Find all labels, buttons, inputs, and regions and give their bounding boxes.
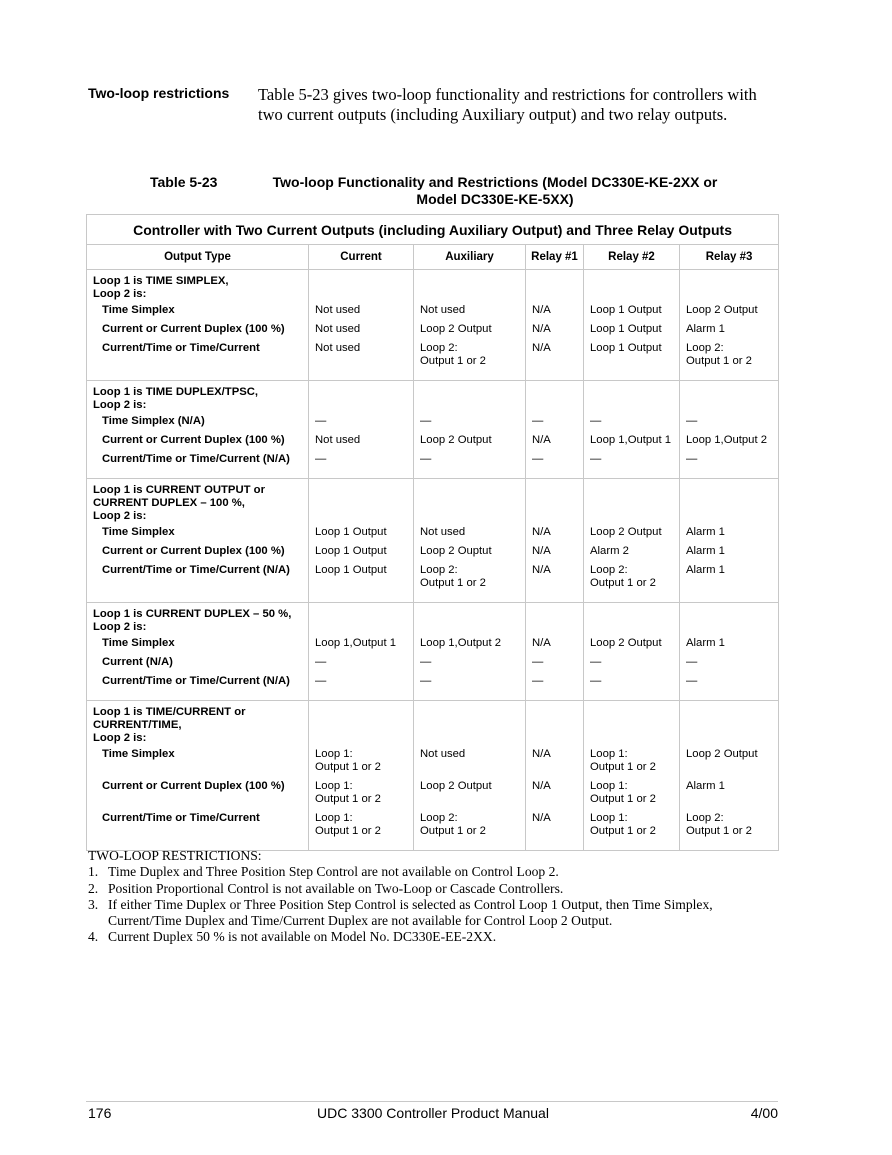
group-title-line: Loop 2 is: [93,399,147,411]
value-cell [309,479,414,603]
value-cell [414,270,526,381]
cell-value-line: Loop 1: [590,780,628,792]
page-number: 176 [88,1105,112,1121]
cell-value-line: Output 1 or 2 [420,825,486,837]
manual-title: UDC 3300 Controller Product Manual [317,1105,549,1121]
value-cell [309,701,414,851]
cell-value-line: N/A [532,434,551,446]
restrictions-heading: TWO-LOOP RESTRICTIONS: [88,848,262,863]
intro-paragraph: Table 5-23 gives two-loop functionality and restrictions for controllers with two current outputs (including Auxiliary output) and two relay outputs. [258,85,757,124]
cell-value-line: Output 1 or 2 [686,355,752,367]
cell-value-line: N/A [532,564,551,576]
cell-value [590,323,673,342]
cell-value [315,637,407,656]
cell-value [315,748,407,780]
cell-value [590,342,673,374]
sub-output-type-line: Current or Current Duplex (100 %) [102,323,285,335]
cell-value-line: — [420,675,432,687]
cell-value-line: N/A [532,526,551,538]
cell-value-line: N/A [532,304,551,316]
cell-value [315,526,407,545]
cell-value [532,526,577,545]
cell-value-line: Loop 1 Output [315,545,387,557]
cell-value-line: Not used [315,323,361,335]
cell-value-line: — [590,453,602,465]
cell-value-line: Output 1 or 2 [590,825,656,837]
group-title-line: Loop 1 is TIME/CURRENT or [93,706,246,718]
cell-value-line: — [590,656,602,668]
footer-date: 4/00 [750,1105,778,1121]
cell-value-line: Loop 1,Output 1 [315,637,397,649]
group-title-line: Loop 2 is: [93,288,147,300]
cell-value [590,564,673,596]
table-row [87,701,779,851]
sub-output-type-line: Time Simplex [102,748,175,760]
cell-value-line: Loop 2: [686,342,724,354]
cell-value-line: Alarm 1 [686,545,725,557]
cell-value [686,304,772,323]
value-cell [680,701,779,851]
cell-value [686,780,772,812]
cell-value [590,304,673,323]
restrictions-list [88,848,778,946]
cell-value-line: N/A [532,323,551,335]
cell-value-line: Loop 1: [315,748,353,760]
cell-value-line: Loop 1: [590,748,628,760]
output-type-cell [87,270,309,381]
cell-value [315,415,407,434]
cell-value-line: Alarm 1 [686,323,725,335]
cell-value [420,675,519,694]
cell-value [590,434,673,453]
cell-value [590,780,673,812]
cell-value [315,780,407,812]
cell-value-line: Alarm 2 [590,545,629,557]
cell-value [420,342,519,374]
value-cell [414,603,526,701]
sub-output-type-line: Current/Time or Time/Current (N/A) [102,564,290,576]
value-cell [680,479,779,603]
sub-output-type-line: Current/Time or Time/Current [102,812,260,824]
value-cell [584,479,680,603]
value-cell [680,270,779,381]
column-header: Current [309,245,414,270]
cell-value [315,342,407,374]
value-cell [584,381,680,479]
column-header: Relay #2 [584,245,680,270]
cell-value [686,564,772,596]
value-cell [414,479,526,603]
cell-value-line: — [590,415,602,427]
cell-value [420,637,519,656]
cell-value-line: — [315,675,327,687]
sub-output-type-line [102,825,302,838]
cell-value-line: N/A [532,545,551,557]
value-cell [584,270,680,381]
cell-value [315,545,407,564]
value-cell [526,270,584,381]
cell-value-line: Loop 1 Output [590,304,662,316]
cell-value-line: Loop 1 Output [315,564,387,576]
cell-value-line: N/A [532,780,551,792]
value-cell [584,701,680,851]
cell-value [590,656,673,675]
cell-value-line: Alarm 1 [686,526,725,538]
restriction-item [88,897,778,930]
cell-value-line: Loop 1: [590,812,628,824]
table-row [87,381,779,479]
cell-value-line: Loop 2: [420,812,458,824]
cell-value-line: Output 1 or 2 [315,825,381,837]
cell-value [420,564,519,596]
cell-value-line: Output 1 or 2 [420,355,486,367]
restriction-number: 1. [88,864,99,880]
cell-value-line: — [420,415,432,427]
restriction-text: Position Proportional Control is not available on Two-Loop or Cascade Controllers. [108,880,564,896]
sub-output-type [93,304,302,323]
cell-value-line: N/A [532,637,551,649]
cell-value [532,304,577,323]
sub-output-type [93,545,302,564]
group-title [93,484,302,523]
cell-value-line: Output 1 or 2 [590,793,656,805]
sub-output-type-line: Current or Current Duplex (100 %) [102,545,285,557]
sub-output-type-line: Time Simplex [102,304,175,316]
cell-value-line: Output 1 or 2 [420,577,486,589]
cell-value-line: — [420,453,432,465]
sub-output-type-line [102,793,302,806]
cell-value [420,453,519,472]
cell-value-line: Not used [315,342,361,354]
restriction-item [88,929,778,945]
cell-value [532,453,577,472]
cell-value-line: Loop 2 Output [686,304,758,316]
group-title [93,706,302,745]
cell-value [686,453,772,472]
cell-value-line: Loop 2 Ouptut [420,545,492,557]
cell-value [532,323,577,342]
cell-value [532,812,577,844]
sub-output-type [93,656,302,675]
sub-output-type-line [102,761,302,774]
cell-value [686,656,772,675]
cell-value [315,434,407,453]
sub-output-type-line: Current/Time or Time/Current (N/A) [102,675,290,687]
restriction-text: Current Duplex 50 % is not available on Model No. DC330E-EE-2XX. [108,929,497,945]
sub-output-type-line: Current/Time or Time/Current [102,342,260,354]
cell-value-line: — [420,656,432,668]
cell-value-line: — [532,675,544,687]
cell-value-line: Loop 1 Output [590,323,662,335]
value-cell [680,381,779,479]
cell-value-line: Not used [420,304,466,316]
restriction-item [88,864,778,880]
sub-output-type [93,342,302,374]
cell-value [686,434,772,453]
cell-value-line: — [686,675,698,687]
cell-value-line: Loop 1: [315,812,353,824]
cell-value-line: Loop 1,Output 1 [590,434,672,446]
cell-value-line: Loop 2 Output [420,434,492,446]
cell-value-line: Loop 2 Output [590,637,662,649]
group-title-line: Loop 2 is: [93,732,147,744]
cell-value [686,675,772,694]
restriction-item [88,881,778,897]
cell-value-line: Loop 2 Output [420,323,492,335]
cell-value [420,304,519,323]
cell-value-line: N/A [532,748,551,760]
restriction-text: If either Time Duplex or Three Position Step Control is selected as Control Loop 1 Output, then Time Simplex, Current/Time Duplex and Time/Current Duplex are not available for Control Loop 2 Output. [108,896,713,929]
cell-value-line: — [532,415,544,427]
group-title-line: Loop 1 is TIME SIMPLEX, [93,275,229,287]
cell-value-line: Loop 2 Output [420,780,492,792]
group-title [93,608,302,634]
sub-output-type-line: Time Simplex [102,637,175,649]
functionality-table [86,214,779,851]
cell-value [590,675,673,694]
sub-output-type [93,780,302,812]
cell-value [686,637,772,656]
cell-value-line: Loop 2 Output [686,748,758,760]
column-header: Relay #3 [680,245,779,270]
sub-output-type-line: Current or Current Duplex (100 %) [102,780,285,792]
sub-output-type-line: Current or Current Duplex (100 %) [102,434,285,446]
cell-value [686,323,772,342]
cell-value-line: — [590,675,602,687]
value-cell [414,701,526,851]
cell-value [315,656,407,675]
cell-value [532,656,577,675]
cell-value [686,545,772,564]
sub-output-type-line: Current/Time or Time/Current (N/A) [102,453,290,465]
cell-value [532,675,577,694]
cell-value-line: Alarm 1 [686,564,725,576]
cell-value [532,780,577,812]
value-cell [680,603,779,701]
cell-value [420,748,519,780]
cell-value-line: — [686,656,698,668]
cell-value-line: — [315,656,327,668]
cell-value [420,656,519,675]
cell-value-line: Output 1 or 2 [315,793,381,805]
cell-value [686,526,772,545]
restriction-number: 2. [88,880,99,896]
table-banner: Controller with Two Current Outputs (including Auxiliary Output) and Three Relay Outputs [87,215,779,245]
output-type-cell [87,381,309,479]
sub-output-type [93,675,302,694]
cell-value-line: Not used [420,748,466,760]
cell-value-line: — [686,415,698,427]
sub-output-type [93,564,302,596]
cell-value [590,415,673,434]
cell-value-line: Output 1 or 2 [590,577,656,589]
cell-value-line: Output 1 or 2 [315,761,381,773]
cell-value-line: Output 1 or 2 [590,761,656,773]
restriction-number: 4. [88,929,99,945]
cell-value-line: Loop 1 Output [315,526,387,538]
value-cell [414,381,526,479]
group-title-line: Loop 1 is CURRENT DUPLEX – 50 %, [93,608,292,620]
cell-value [686,748,772,780]
sub-output-type-line: Time Simplex (N/A) [102,415,205,427]
cell-value-line: Loop 2: [590,564,628,576]
cell-value [315,812,407,844]
cell-value [532,342,577,374]
cell-value [420,323,519,342]
value-cell [584,603,680,701]
sub-output-type-line: Current (N/A) [102,656,173,668]
cell-value [532,748,577,780]
cell-value-line: Loop 2 Output [590,526,662,538]
cell-value-line: — [686,453,698,465]
cell-value-line: Loop 1,Output 2 [420,637,502,649]
cell-value-line: Loop 2: [420,342,458,354]
sub-output-type [93,434,302,453]
cell-value-line: — [532,453,544,465]
cell-value [315,323,407,342]
cell-value [686,342,772,374]
cell-value [420,434,519,453]
cell-value [420,526,519,545]
cell-value [532,564,577,596]
cell-value-line: Not used [420,526,466,538]
cell-value [532,637,577,656]
cell-value-line: N/A [532,342,551,354]
cell-value [590,637,673,656]
value-cell [309,381,414,479]
cell-value [590,526,673,545]
value-cell [526,381,584,479]
restriction-text: Time Duplex and Three Position Step Control are not available on Control Loop 2. [108,864,559,880]
sub-output-type-line: Time Simplex [102,526,175,538]
sub-output-type [93,637,302,656]
table-number: Table 5-23 [150,174,218,190]
table-row [87,270,779,381]
output-type-cell [87,603,309,701]
cell-value [532,415,577,434]
cell-value-line: — [532,656,544,668]
cell-value [420,812,519,844]
cell-value-line: Output 1 or 2 [686,825,752,837]
cell-value-line: N/A [532,812,551,824]
sub-output-type [93,812,302,844]
cell-value [686,812,772,844]
cell-value [315,453,407,472]
value-cell [526,479,584,603]
cell-value [590,545,673,564]
cell-value-line: Loop 1,Output 2 [686,434,768,446]
value-cell [309,603,414,701]
cell-value [315,304,407,323]
cell-value-line: Loop 1: [315,780,353,792]
group-title-line: Loop 1 is TIME DUPLEX/TPSC, [93,386,259,398]
cell-value [532,545,577,564]
cell-value-line: Not used [315,304,361,316]
cell-value-line: Loop 2: [686,812,724,824]
cell-value-line: Alarm 1 [686,780,725,792]
cell-value [315,675,407,694]
cell-value-line: — [315,415,327,427]
cell-value [590,812,673,844]
footer-divider [86,1101,778,1102]
cell-value-line: Loop 2: [420,564,458,576]
table-row [87,603,779,701]
cell-value [532,434,577,453]
table-row [87,479,779,603]
cell-value [686,415,772,434]
value-cell [526,603,584,701]
column-header: Auxiliary [414,245,526,270]
cell-value [420,415,519,434]
output-type-cell [87,701,309,851]
cell-value [315,564,407,596]
column-header: Output Type [87,245,309,270]
sub-output-type [93,323,302,342]
restriction-number: 3. [88,896,99,912]
column-header: Relay #1 [526,245,584,270]
group-title [93,386,302,412]
sub-output-type [93,415,302,434]
sub-output-type [93,526,302,545]
side-heading: Two-loop restrictions [88,85,230,101]
group-title-line: Loop 2 is: [93,510,147,522]
group-title-line: CURRENT DUPLEX – 100 %, [93,497,245,509]
value-cell [526,701,584,851]
sub-output-type [93,748,302,780]
cell-value-line: Not used [315,434,361,446]
group-title-line: Loop 1 is CURRENT OUTPUT or [93,484,265,496]
sub-output-type [93,453,302,472]
cell-value-line: — [315,453,327,465]
cell-value [590,453,673,472]
cell-value [420,545,519,564]
table-title: Two-loop Functionality and Restrictions (Model DC330E-KE-2XX or Model DC330E-KE-5XX) [272,174,718,207]
cell-value-line: Alarm 1 [686,637,725,649]
output-type-cell [87,479,309,603]
group-title [93,275,302,301]
group-title-line: CURRENT/TIME, [93,719,182,731]
group-title-line: Loop 2 is: [93,621,147,633]
cell-value [590,748,673,780]
cell-value-line: Loop 1 Output [590,342,662,354]
value-cell [309,270,414,381]
cell-value [420,780,519,812]
